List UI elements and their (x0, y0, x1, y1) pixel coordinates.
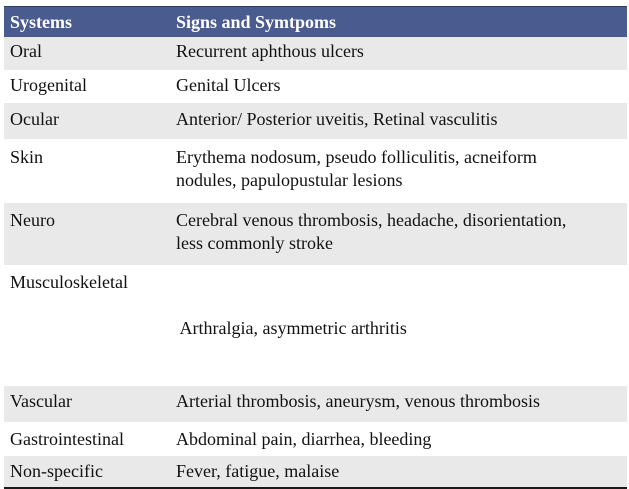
system-cell: Gastrointestinal (4, 422, 176, 456)
signs-cell (176, 70, 627, 103)
table-row (4, 456, 627, 488)
table-row (4, 139, 627, 203)
signs-cell (176, 37, 627, 70)
signs-line: Cerebral venous thrombosis, headache, disorientation, (176, 210, 567, 230)
signs-line: Anterior/ Posterior uveitis, Retinal vasculitis (176, 109, 498, 129)
signs-line: Abdominal pain, diarrhea, bleeding (176, 429, 432, 449)
system-cell: Non-specific (4, 456, 176, 488)
signs-cell (176, 422, 627, 456)
table-header-row (4, 7, 627, 38)
signs-line: Erythema nodosum, pseudo folliculitis, acneiform (176, 147, 537, 167)
table-row (4, 422, 627, 456)
signs-line: Arthralgia, asymmetric arthritis (176, 318, 407, 338)
header-systems: Systems (4, 7, 176, 38)
system-cell: Musculoskeletal (4, 265, 176, 386)
header-signs: Signs and Symtpoms (176, 7, 627, 38)
system-cell: Vascular (4, 386, 176, 422)
table-row (4, 203, 627, 265)
symptoms-table (4, 6, 627, 489)
table-row (4, 103, 627, 139)
signs-line: Fever, fatigue, malaise (176, 461, 340, 481)
signs-line: Recurrent aphthous ulcers (176, 41, 364, 61)
system-cell: Urogenital (4, 70, 176, 103)
signs-line: Genital Ulcers (176, 75, 281, 95)
signs-cell (176, 456, 627, 488)
signs-cell (176, 386, 627, 422)
signs-line: less commonly stroke (176, 233, 333, 253)
table-row (4, 37, 627, 70)
system-cell: Neuro (4, 203, 176, 265)
system-cell: Oral (4, 37, 176, 70)
signs-cell (176, 103, 627, 139)
signs-line: Arterial thrombosis, aneurysm, venous thrombosis (176, 391, 540, 411)
signs-cell (176, 203, 627, 265)
system-cell: Skin (4, 139, 176, 203)
signs-line: nodules, papulopustular lesions (176, 170, 403, 190)
signs-cell (176, 139, 627, 203)
table-row (4, 265, 627, 386)
table-row (4, 70, 627, 103)
table-row (4, 386, 627, 422)
signs-cell (176, 265, 627, 386)
system-cell: Ocular (4, 103, 176, 139)
